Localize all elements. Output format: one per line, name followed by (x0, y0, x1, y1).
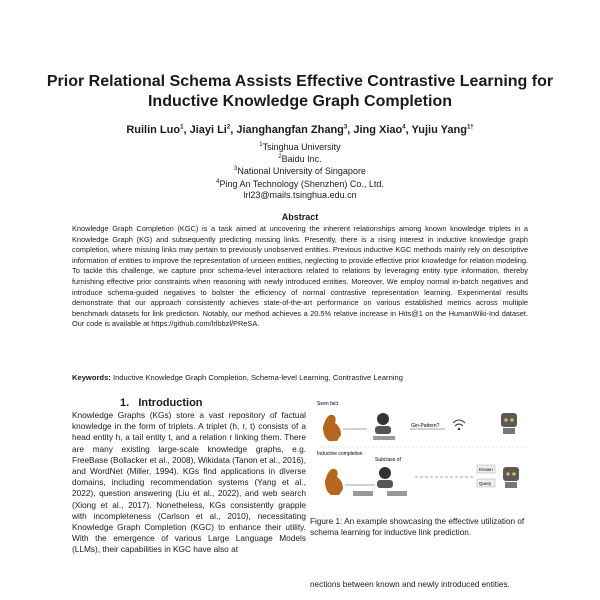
fig-query-label: Query (479, 481, 492, 486)
wifi-icon (453, 420, 465, 430)
author-name: Jing Xiao (353, 124, 403, 136)
affiliation-text: Ping An Technology (Shenzhen) Co., Ltd. (219, 179, 384, 189)
fig-entity-label (373, 436, 395, 440)
affiliation-mark: 4 (216, 179, 220, 185)
paper-title: Prior Relational Schema Assists Effective Contrastive Learning for Inductive Knowledge Graph Completion (46, 73, 554, 110)
figure-1 (315, 397, 530, 507)
author-mark: 4 (402, 124, 406, 131)
email[interactable]: lrl23@mails.tsinghua.edu.cn (243, 190, 357, 200)
fig-known-label: Known (479, 467, 493, 472)
intro-paragraph: Knowledge Graphs (KGs) store a vast repository of factual knowledge in the form of triplets. A triplet (h, r, t) consists of a head entity h, a tail entity t, and a relation r linking them. There are many existing large-scale knowledge graphs, e.g. FreeBase (Bollacker et al., 2008), Wikidata (Tanon et al., 2016), and WordNet (Miller, 1994). KGs find applications in diverse domains, including recommendation systems (Yang et al., 2022), question answering (Liu et al., 2022), and web search (Xiong et al., 2017). Nonetheless, KGs consistently grapple with incompleteness (Carlson et al., 2010), necessitating Knowledge Graph Completion (KGC) to enhance their utility. With the emergence of various Large Language Models (LLMs), their capabilities in KGC have also at (72, 410, 306, 555)
section-heading (120, 397, 203, 409)
author-mark: 1 (180, 124, 184, 131)
figure-caption: Figure 1: An example showcasing the effective utilization of schema learning for inductive link prediction. (310, 517, 525, 537)
affiliation-mark: 2 (278, 154, 282, 160)
keywords-text: Inductive Knowledge Graph Completion, Schema-level Learning, Contrastive Learning (112, 373, 403, 382)
keywords (72, 373, 528, 382)
affiliation-mark: 3 (234, 166, 238, 172)
section-number: 1. (120, 397, 130, 409)
author-mark: 3 (343, 124, 348, 131)
robot-icon (503, 467, 519, 488)
affiliation-text: Baidu Inc. (281, 154, 322, 164)
abstract-heading: Abstract (281, 212, 319, 222)
kangaroo-icon (323, 415, 341, 441)
column2-text: nections between known and newly introduced entities. (310, 580, 510, 589)
fig-entity-label (353, 491, 373, 496)
author-list: Ruilin Luo$^1$, Jiayi Li$^2$, Jianghangfan Zhang$^3$, Jing Xiao$^4$, Yujiu Yang$^{1\dagger}$ (126, 124, 474, 136)
affiliation-text: National University of Singapore (237, 166, 366, 176)
author-mark: 2 (226, 124, 231, 131)
fig-relation-label: Gin-Pattern? (411, 423, 440, 429)
fig-subclass-label: Subclass of (375, 457, 401, 463)
author-name: Yujiu Yang (411, 124, 467, 136)
keywords-label: Keywords: (72, 373, 111, 382)
author-name: Jianghangfan Zhang (236, 124, 344, 136)
author-name: Jiayi Li (189, 124, 227, 136)
person-icon (375, 413, 391, 434)
affiliation-text: Tsinghua University (262, 142, 341, 152)
fig-label-inductive: Inductive completion (317, 451, 363, 457)
kangaroo-icon (325, 469, 343, 495)
author-mark: 1† (466, 124, 474, 131)
affiliation-mark: 1 (259, 142, 263, 148)
fig-entity-label (387, 491, 407, 496)
author-name: Ruilin Luo (126, 124, 181, 136)
person-icon (377, 467, 393, 488)
abstract-body: Knowledge Graph Completion (KGC) is a task aimed at uncovering the inherent relationships among known knowledge triplets in a Knowledge Graph (KG) and subsequently predicting missing links. Presently, there is a rising interest in inductive knowledge graph completion, where missing links may pertain to previously unobserved entities. Previous inductive KGC methods mainly rely on descriptive information of entities to improve the representation of unseen entities, neglecting to provide effective prior knowledge for relation modeling. To tackle this challenge, we capture prior schema-level interactions related to relations by leveraging entity type information, thereby furnishing effective prior constraints when reasoning with newly introduced entities. Moreover, We employ normal in-batch negatives and introduce schema-guided negatives to bolster the efficiency of normal contrastive representation learning. Experimental results demonstrate that our approach consistently achieves state-of-the-art performance on various established metrics across multiple benchmark datasets for link prediction. Notably, our method achieves a 20.5% relative increase in Hits@1 on the HumanWiki-Ind dataset. Our code is available at https://github.com/lrlbbzl/PReSA. (72, 224, 528, 329)
section-title: Introduction (138, 397, 203, 409)
robot-icon (501, 413, 517, 434)
fig-label-seen: Seen fact (317, 401, 339, 407)
